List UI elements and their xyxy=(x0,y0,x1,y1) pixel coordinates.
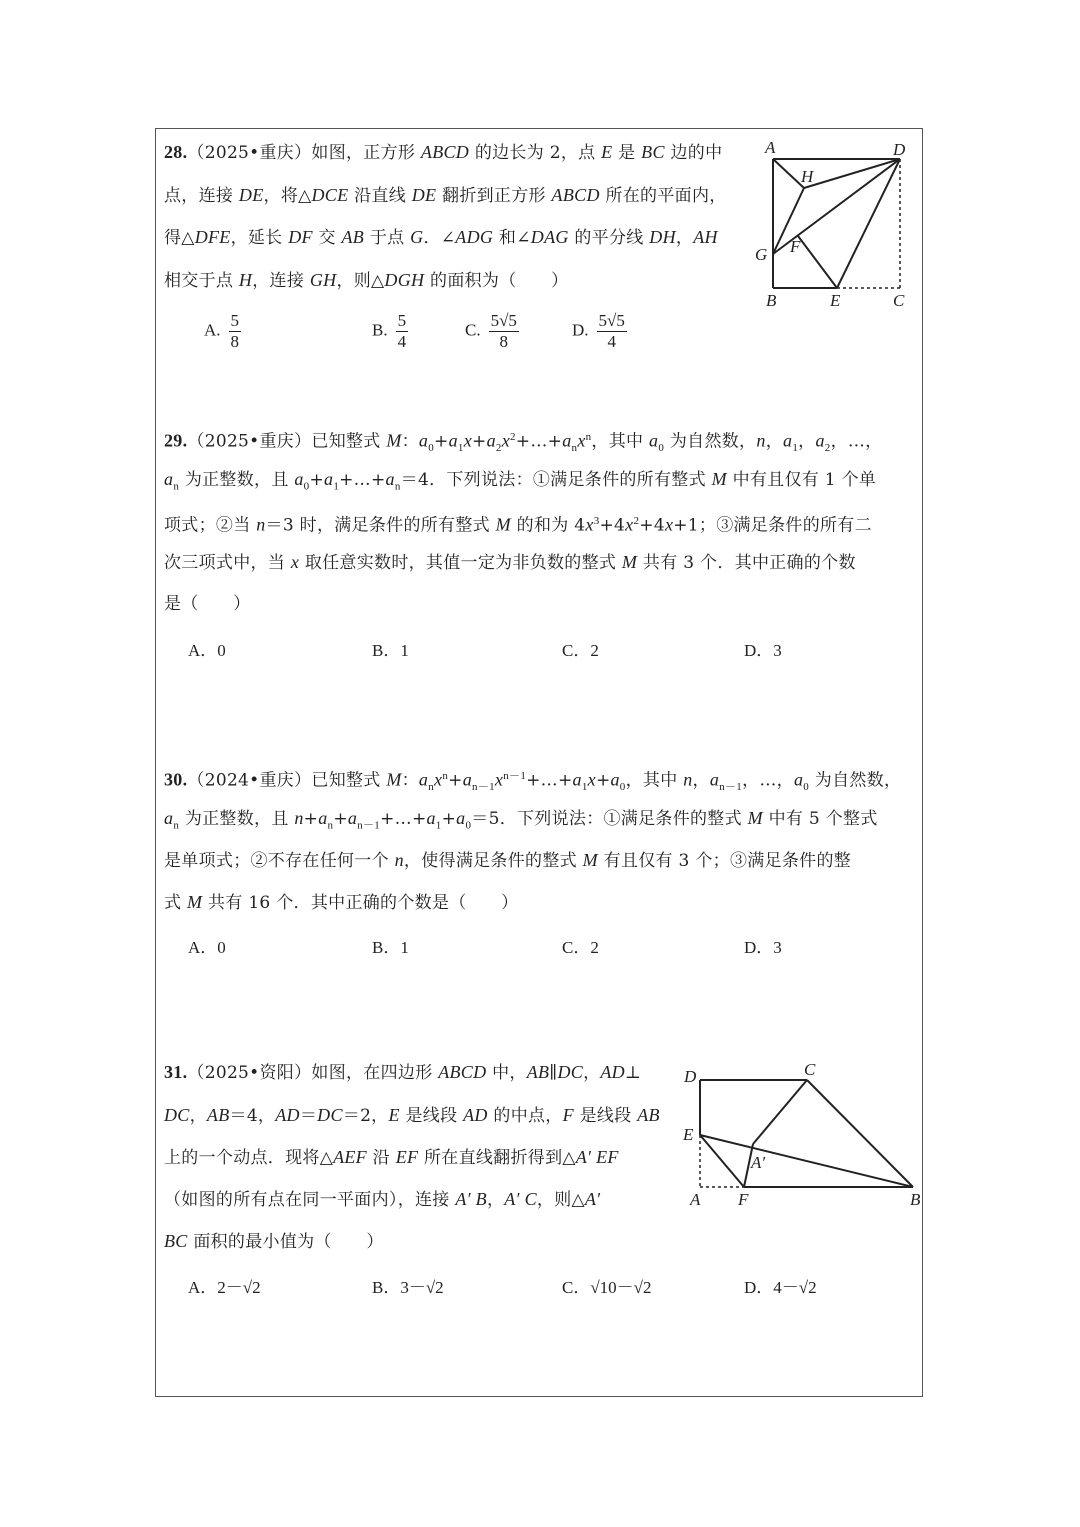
text-segment: + xyxy=(309,470,325,490)
option-b[interactable] xyxy=(372,933,409,958)
text-segment: a xyxy=(426,808,436,828)
text-segment: a xyxy=(164,808,174,828)
text-segment: 所在的平面内， xyxy=(599,186,727,206)
text-segment: 0 xyxy=(465,819,472,832)
text-segment: n xyxy=(442,770,449,782)
option-d[interactable] xyxy=(744,1273,817,1298)
fraction xyxy=(396,311,409,352)
text-segment: F xyxy=(562,1105,574,1125)
label-A: A xyxy=(690,1190,701,1208)
label-A-prime: A′ xyxy=(751,1153,766,1172)
text-segment: x xyxy=(577,430,586,451)
denominator: 8 xyxy=(499,332,509,351)
text-segment: AD xyxy=(275,1105,300,1125)
question-28-line xyxy=(164,268,568,293)
text-segment: 上的一个动点．现将△ xyxy=(164,1148,334,1168)
numerator: 5 xyxy=(230,311,240,330)
option-label: B．1 xyxy=(372,938,409,957)
text-segment: ， xyxy=(189,1106,207,1126)
text-segment: 的和为 4 xyxy=(510,515,586,536)
text-segment: 式 xyxy=(164,893,188,913)
text-segment: a xyxy=(294,469,304,489)
text-segment: 0 xyxy=(428,442,435,455)
question-number: 28. xyxy=(164,142,188,162)
text-segment: ∥ xyxy=(549,1063,558,1083)
text-segment: DE xyxy=(238,185,264,205)
denominator: 4 xyxy=(607,332,616,351)
label-C: C xyxy=(893,291,905,310)
option-b[interactable] xyxy=(372,636,409,661)
text-segment: 为自然数， xyxy=(664,431,757,452)
question-31-line xyxy=(164,1103,660,1128)
option-c[interactable] xyxy=(465,311,519,352)
fraction xyxy=(597,311,627,352)
text-segment: ， xyxy=(692,770,710,791)
text-segment: +…+ xyxy=(380,809,427,829)
text-segment: AH xyxy=(693,227,718,247)
option-label: A．0 xyxy=(188,938,226,957)
figure-q28-square xyxy=(750,135,920,315)
option-label: A. xyxy=(204,320,221,340)
text-segment: +4 xyxy=(639,515,665,536)
text-segment: M xyxy=(495,514,511,535)
text-segment: 得△ xyxy=(164,228,195,248)
question-29-line xyxy=(164,467,876,498)
text-segment: + xyxy=(472,431,487,452)
text-segment: n xyxy=(756,430,766,451)
figure-q31-quadrilateral xyxy=(680,1058,930,1208)
text-segment: （2025•重庆）已知整式 xyxy=(187,431,387,452)
option-label: A．2－√2 xyxy=(188,1278,261,1297)
text-segment: DF xyxy=(288,227,313,247)
text-segment: 3 xyxy=(593,515,600,527)
text-segment: ．∠ xyxy=(423,228,456,248)
text-segment: A′ xyxy=(584,1189,601,1209)
question-30-line xyxy=(164,890,518,915)
text-segment: x xyxy=(290,552,300,572)
text-segment: n xyxy=(327,819,334,832)
question-number: 31. xyxy=(164,1062,188,1082)
text-segment: 的中点， xyxy=(487,1106,563,1126)
text-segment: a xyxy=(709,769,720,790)
text-segment: 1 xyxy=(457,442,464,455)
text-segment: ， xyxy=(675,228,694,248)
option-label: B．3－√2 xyxy=(372,1278,444,1297)
text-segment: 中有且仅有 1 个单 xyxy=(726,470,877,490)
option-label: D. xyxy=(572,320,589,340)
question-31-line xyxy=(164,1145,619,1170)
text-segment: 取任意实数时，其值一定为非负数的整式 xyxy=(299,553,622,573)
text-segment: ，延长 xyxy=(230,228,289,248)
text-segment: n xyxy=(683,769,693,790)
text-segment: x xyxy=(625,514,634,535)
option-c[interactable] xyxy=(562,636,599,661)
text-segment: 的边长为 2，点 xyxy=(469,143,602,163)
text-segment: n xyxy=(294,808,304,828)
fraction xyxy=(229,311,242,352)
text-segment: x xyxy=(587,769,596,790)
text-segment: AB xyxy=(341,227,365,247)
text-segment: 所在直线翻折得到△ xyxy=(418,1148,576,1168)
text-segment: 共有 3 个．其中正确的个数 xyxy=(637,553,856,573)
text-segment: ， xyxy=(583,1063,601,1083)
text-segment: +4 xyxy=(599,515,626,536)
text-segment: DFE xyxy=(194,227,231,247)
label-B: B xyxy=(910,1190,921,1208)
text-segment: AD xyxy=(600,1062,625,1082)
option-d[interactable] xyxy=(744,933,782,958)
text-segment: ＝2， xyxy=(342,1106,389,1126)
option-a[interactable] xyxy=(188,1273,261,1298)
text-segment: 2 xyxy=(824,442,831,455)
text-segment: DGH xyxy=(384,270,425,290)
text-segment: 点，连接 xyxy=(164,186,239,206)
text-segment: DCE xyxy=(311,185,349,205)
text-segment: a xyxy=(418,430,429,451)
numerator: 5√5 xyxy=(490,311,517,330)
text-segment: ， xyxy=(798,431,816,452)
text-segment: （如图的所有点在同一平面内），连接 xyxy=(164,1190,456,1210)
text-segment: 是单项式；②不存在任何一个 xyxy=(164,851,395,871)
text-segment: AEF xyxy=(333,1147,367,1167)
text-segment: + xyxy=(303,809,319,829)
text-segment: M xyxy=(187,892,203,912)
text-segment: DE xyxy=(411,185,437,205)
text-segment: n xyxy=(173,819,180,832)
text-segment: a xyxy=(324,469,334,489)
denominator: 4 xyxy=(397,332,407,351)
text-segment: +…+ xyxy=(526,770,573,791)
text-segment: A′ B xyxy=(455,1189,487,1209)
option-label: C．2 xyxy=(562,641,599,660)
option-b[interactable] xyxy=(372,1273,444,1298)
text-segment: ＝ xyxy=(299,1106,318,1126)
numerator: 5√5 xyxy=(598,311,625,330)
text-segment: H xyxy=(238,270,253,290)
text-segment: 1 xyxy=(333,480,340,493)
option-b[interactable] xyxy=(372,311,408,352)
text-segment: n xyxy=(173,480,180,493)
text-segment: 的平分线 xyxy=(568,228,650,248)
text-segment: 2 xyxy=(495,442,502,455)
text-segment: x xyxy=(501,430,510,451)
option-d[interactable] xyxy=(744,636,782,661)
option-label: D．3 xyxy=(744,938,782,957)
text-segment: ，则△ xyxy=(336,271,385,291)
text-segment: n－1 xyxy=(719,781,743,794)
text-segment: + xyxy=(595,770,611,791)
text-segment: a xyxy=(418,769,429,790)
question-31-line xyxy=(164,1229,384,1254)
text-segment: E xyxy=(601,142,613,162)
text-segment: 交 xyxy=(312,228,342,248)
text-segment: + xyxy=(333,809,348,829)
text-segment: DC xyxy=(557,1062,584,1082)
text-segment: （2025•重庆）如图，正方形 xyxy=(187,143,421,163)
text-segment: E xyxy=(388,1105,400,1125)
text-segment: a xyxy=(572,769,582,790)
option-c[interactable] xyxy=(562,1273,652,1298)
label-F: F xyxy=(790,237,801,256)
text-segment: a xyxy=(783,430,793,451)
text-segment: BC xyxy=(164,1231,188,1251)
text-segment: a xyxy=(456,808,466,828)
text-segment: ，将△ xyxy=(263,186,312,206)
text-segment: GH xyxy=(309,270,337,290)
text-segment: ，…， xyxy=(830,431,883,452)
text-segment: （2025•资阳）如图，在四边形 xyxy=(187,1063,439,1083)
text-segment: a xyxy=(610,769,620,790)
numerator: 5 xyxy=(397,311,407,330)
question-29-line xyxy=(164,550,856,575)
text-segment: a xyxy=(486,430,496,451)
text-segment: ，…， xyxy=(742,770,794,791)
text-segment: x xyxy=(664,514,674,535)
text-segment: 共有 16 个．其中正确的个数是（ ） xyxy=(202,893,519,913)
option-label: D．4－√2 xyxy=(744,1278,817,1297)
text-segment: ，其中 xyxy=(625,770,684,791)
text-segment: 是（ ） xyxy=(164,594,251,614)
text-segment: A′ C xyxy=(504,1189,537,1209)
text-segment: n xyxy=(256,514,266,535)
text-segment: n xyxy=(394,480,401,493)
text-segment: AB xyxy=(206,1105,230,1125)
label-D: D xyxy=(893,140,906,159)
text-segment: x xyxy=(463,430,473,451)
text-segment: AD xyxy=(463,1105,488,1125)
text-segment: n xyxy=(571,442,578,455)
text-segment: BC xyxy=(641,142,665,162)
text-segment: 为正整数，且 xyxy=(179,470,295,490)
question-28-line xyxy=(164,140,722,165)
text-segment: DAG xyxy=(530,227,569,247)
text-segment: M xyxy=(386,769,402,790)
text-segment: +1；③满足条件的所有二 xyxy=(673,515,872,536)
text-segment: 和∠ xyxy=(493,228,531,248)
text-segment: ADG xyxy=(455,227,494,247)
text-segment: M xyxy=(621,552,638,572)
option-label: D．3 xyxy=(744,641,782,660)
text-segment: n xyxy=(428,781,435,794)
text-segment: 为自然数， xyxy=(809,770,902,791)
fraction xyxy=(489,311,519,352)
text-segment: M xyxy=(711,469,727,489)
text-segment: +…+ xyxy=(339,470,386,490)
question-28-line xyxy=(164,183,727,208)
text-segment: 2 xyxy=(633,515,640,527)
question-30-line xyxy=(164,848,851,873)
text-segment: 于点 xyxy=(364,228,411,248)
option-label: C. xyxy=(465,320,481,340)
text-segment: ，其中 xyxy=(591,431,650,452)
label-E: E xyxy=(683,1125,694,1144)
text-segment: AB xyxy=(637,1105,660,1125)
label-C: C xyxy=(804,1060,816,1079)
option-label: A．0 xyxy=(188,641,226,660)
text-segment: x xyxy=(585,514,594,535)
text-segment: 0 xyxy=(803,781,810,794)
label-F: F xyxy=(738,1190,749,1208)
text-segment: A′ EF xyxy=(575,1147,619,1167)
text-segment: 1 xyxy=(435,819,442,832)
option-c[interactable] xyxy=(562,933,599,958)
option-a[interactable] xyxy=(204,311,241,352)
text-segment: AB xyxy=(526,1062,550,1082)
question-31-line xyxy=(164,1187,600,1212)
label-G: G xyxy=(755,245,768,264)
text-segment: M xyxy=(582,850,598,870)
text-segment: a xyxy=(318,808,328,828)
text-segment: a xyxy=(164,469,174,489)
text-segment: 相交于点 xyxy=(164,271,239,291)
text-segment: + xyxy=(448,770,463,791)
question-31-line xyxy=(164,1060,641,1085)
label-E: E xyxy=(830,291,841,310)
label-A: A xyxy=(765,138,776,157)
question-number: 30. xyxy=(164,769,188,790)
text-segment: a xyxy=(649,430,659,451)
text-segment: ： xyxy=(401,770,419,791)
text-segment: a xyxy=(448,430,458,451)
question-number: 29. xyxy=(164,430,188,451)
text-segment: 面积的最小值为（ ） xyxy=(187,1232,384,1252)
text-segment: a xyxy=(462,769,473,790)
label-B: B xyxy=(766,291,777,310)
text-segment: 有且仅有 3 个；③满足条件的整 xyxy=(597,851,852,871)
question-29-line xyxy=(164,592,251,616)
text-segment: 中， xyxy=(486,1063,527,1083)
text-segment: DC xyxy=(164,1105,190,1125)
label-H: H xyxy=(801,167,814,186)
text-segment: M xyxy=(386,430,402,451)
text-segment: DH xyxy=(649,227,676,247)
label-D: D xyxy=(684,1067,697,1086)
text-segment: 1 xyxy=(792,442,799,455)
option-label: B．1 xyxy=(372,641,409,660)
text-segment: 的面积为（ ） xyxy=(424,271,569,291)
text-segment: n－1 xyxy=(472,781,495,794)
text-segment: +…+ xyxy=(515,431,563,452)
text-segment: ABCD xyxy=(551,185,600,205)
text-segment: 翻折到正方形 xyxy=(436,186,552,206)
question-30-line xyxy=(164,764,901,799)
text-segment: ⊥ xyxy=(625,1063,642,1083)
text-segment: ： xyxy=(401,431,419,452)
text-segment: 0 xyxy=(619,781,626,794)
text-segment: a xyxy=(385,469,395,489)
text-segment: 是线段 xyxy=(399,1106,464,1126)
question-29-line xyxy=(164,509,872,538)
text-segment: 是 xyxy=(612,143,642,163)
text-segment: ， xyxy=(765,431,783,452)
text-segment: ＝4．下列说法：①满足条件的所有整式 xyxy=(400,470,712,490)
text-segment: （2024•重庆）已知整式 xyxy=(187,770,387,791)
option-label: B. xyxy=(372,320,388,340)
text-segment: n xyxy=(394,850,404,870)
text-segment: 沿直线 xyxy=(348,186,412,206)
text-segment: 2 xyxy=(509,431,516,443)
text-segment: + xyxy=(441,809,457,829)
question-29-line xyxy=(164,425,882,460)
option-d[interactable] xyxy=(572,311,627,352)
text-segment: x xyxy=(494,769,504,790)
text-segment: ABCD xyxy=(420,142,470,162)
text-segment: a xyxy=(793,769,804,790)
text-segment: 次三项式中，当 xyxy=(164,553,291,573)
text-segment: ，连接 xyxy=(252,271,310,291)
option-a[interactable] xyxy=(188,933,226,958)
text-segment: + xyxy=(434,431,449,452)
text-segment: 是线段 xyxy=(573,1106,638,1126)
text-segment: 沿 xyxy=(366,1148,396,1168)
text-segment: DC xyxy=(317,1105,343,1125)
text-segment: ＝4， xyxy=(229,1106,276,1126)
text-segment: M xyxy=(747,808,763,828)
text-segment: ，则△ xyxy=(536,1190,585,1210)
option-a[interactable] xyxy=(188,636,226,661)
text-segment: EF xyxy=(395,1147,419,1167)
text-segment: a xyxy=(815,430,825,451)
text-segment: 1 xyxy=(581,781,588,794)
question-30-line xyxy=(164,806,878,837)
text-segment: ，使得满足条件的整式 xyxy=(403,851,583,871)
text-segment: n－1 xyxy=(357,819,381,832)
text-segment: n xyxy=(585,431,592,443)
option-label: C．√10－√2 xyxy=(562,1278,652,1297)
text-segment: 边的中 xyxy=(664,143,723,163)
denominator: 8 xyxy=(230,332,240,351)
text-segment: ＝5．下列说法：①满足条件的整式 xyxy=(471,809,748,829)
text-segment: a xyxy=(562,430,572,451)
question-28-line xyxy=(164,225,718,250)
text-segment: 为正整数，且 xyxy=(179,809,295,829)
text-segment: 中有 5 个整式 xyxy=(762,809,878,829)
text-segment: ， xyxy=(486,1190,505,1210)
text-segment: 0 xyxy=(658,442,665,455)
text-segment: n－1 xyxy=(503,770,527,782)
text-segment: a xyxy=(347,808,358,828)
text-segment: x xyxy=(434,769,443,790)
option-label: C．2 xyxy=(562,938,599,957)
text-segment: 项式；②当 xyxy=(164,515,257,536)
text-segment: G xyxy=(410,227,424,247)
text-segment: ABCD xyxy=(438,1062,487,1082)
text-segment: ＝3 时，满足条件的所有整式 xyxy=(265,515,496,536)
text-segment: 0 xyxy=(303,480,310,493)
